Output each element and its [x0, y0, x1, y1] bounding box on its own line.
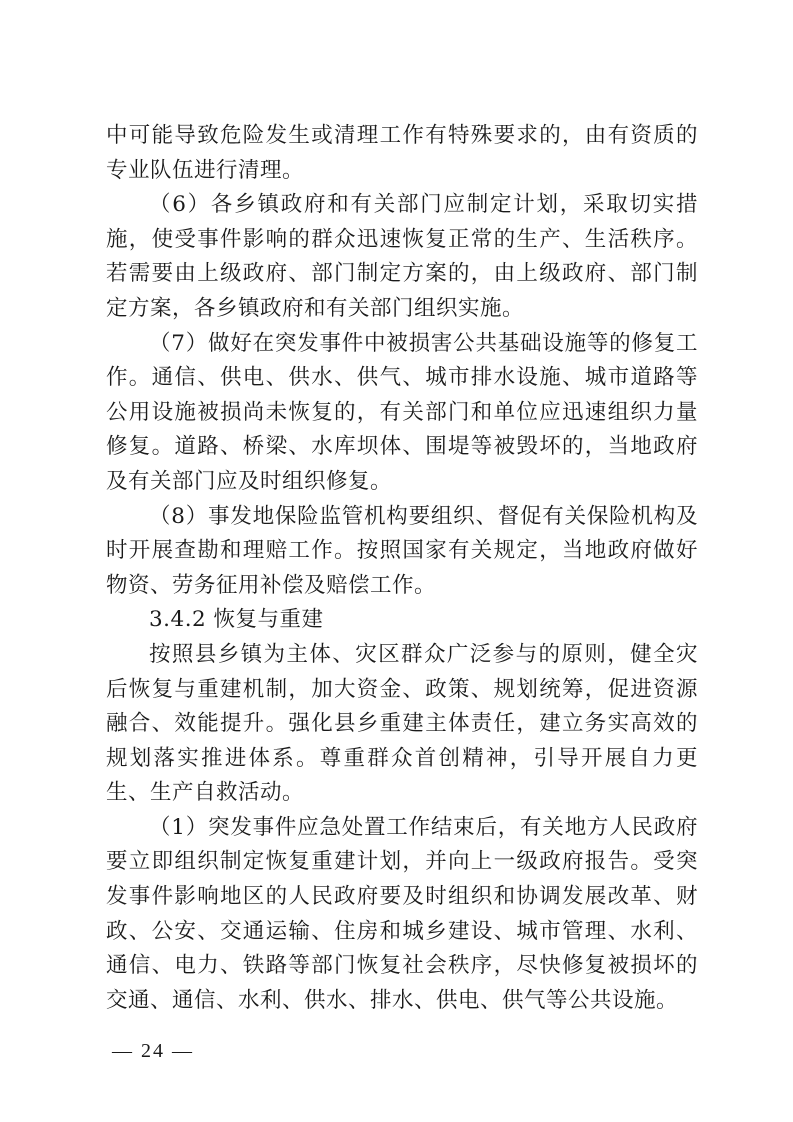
- paragraph-continuation: 中可能导致危险发生或清理工作有特殊要求的，由有资质的专业队伍进行清理。: [106, 123, 698, 183]
- paragraph-item-1: （1）突发事件应急处置工作结束后，有关地方人民政府要立即组织制定恢复重建计划，并向上一级政府报告。受突发事件影响地区的人民政府要及时组织和协调发展改革、财政、公安、交通运输、住房和城乡建设、城市管理、水利、通信、电力、铁路等部门恢复社会秩序，尽快修复被损坏的交通、通信、水利、供水、排水、供电、供气等公共设施。: [106, 814, 698, 1013]
- page-number: — 24 —: [112, 1040, 194, 1062]
- paragraph-item-6: （6）各乡镇政府和有关部门应制定计划，采取切实措施，使受事件影响的群众迅速恢复正常的生产、生活秩序。若需要由上级政府、部门制定方案的，由上级政府、部门制定方案，各乡镇政府和有关部门组织实施。: [106, 192, 698, 321]
- paragraph-principle: 按照县乡镇为主体、灾区群众广泛参与的原则，健全灾后恢复与重建机制，加大资金、政策、规划统筹，促进资源融合、效能提升。强化县乡重建主体责任，建立务实高效的规划落实推进体系。尊重群众首创精神，引导开展自力更生、生产自救活动。: [106, 641, 698, 806]
- section-heading: 3.4.2 恢复与重建: [149, 607, 324, 633]
- paragraph-item-8: （8）事发地保险监管机构要组织、督促有关保险机构及时开展查勘和理赔工作。按照国家有关规定，当地政府做好物资、劳务征用补偿及赔偿工作。: [106, 503, 698, 598]
- page-body: [106, 119, 698, 1018]
- paragraph-item-7: （7）做好在突发事件中被损害公共基础设施等的修复工作。通信、供电、供水、供气、城市排水设施、城市道路等公用设施被损尚未恢复的，有关部门和单位应迅速组织力量修复。道路、桥梁、水库坝体、围堤等被毁坏的，当地政府及有关部门应及时组织修复。: [106, 330, 698, 494]
